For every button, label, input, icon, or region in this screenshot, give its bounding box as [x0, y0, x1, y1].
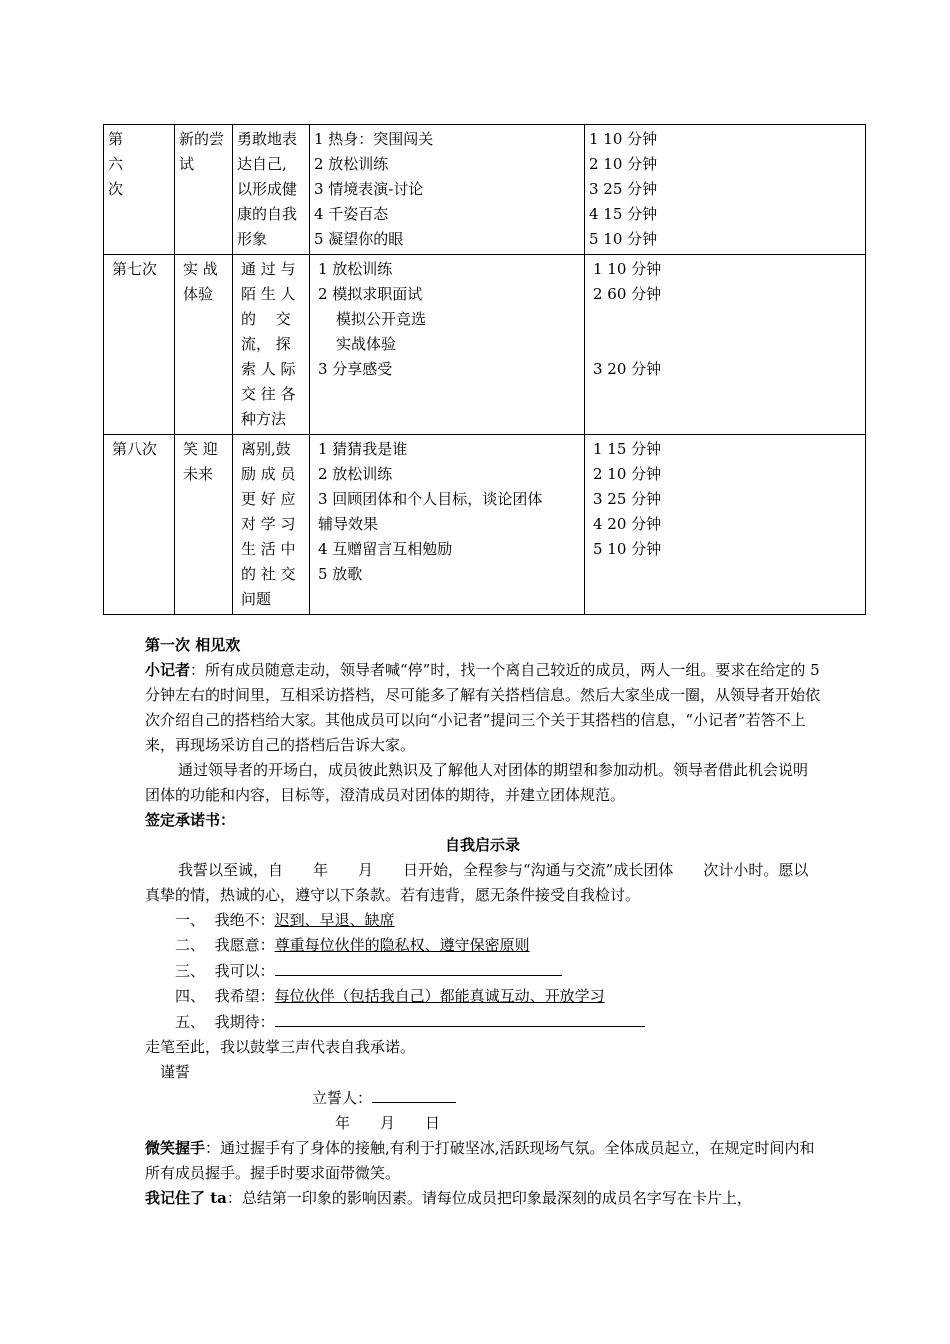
date-line: 年 月 日	[335, 1114, 441, 1132]
remember-paragraph	[145, 1186, 820, 1211]
cell-line: 试	[179, 155, 195, 173]
cell-line: 陌 生 人	[241, 285, 296, 303]
cell-line: 励 成 员	[241, 465, 296, 483]
cell-line: 以形成健	[237, 180, 298, 198]
theme-cell	[175, 125, 233, 255]
item-label: 我可以：	[214, 962, 275, 980]
time-item: 2 60 分钟	[593, 285, 662, 303]
time-item: 4 15 分钟	[589, 205, 658, 223]
item-label: 我愿意：	[214, 936, 275, 954]
sincerely-line: 谨誓	[160, 1063, 191, 1081]
pledge-item	[145, 958, 820, 984]
item-label: 我期待：	[214, 1013, 275, 1031]
activity-item: 3 分享感受	[318, 360, 393, 378]
activities-cell	[310, 255, 585, 435]
handshake-label: 微笑握手	[145, 1139, 206, 1157]
signer-line	[145, 1085, 820, 1111]
blank-line	[275, 958, 562, 976]
time-item: 1 10 分钟	[593, 260, 662, 278]
cell-line: 的 交	[241, 310, 291, 328]
closing-line: 走笔至此，我以鼓掌三声代表自我承诺。	[145, 1038, 416, 1056]
time-item: 5 10 分钟	[593, 540, 662, 558]
activity-item: 2 放松训练	[314, 155, 389, 173]
reporter-paragraph	[145, 658, 820, 758]
item-value: 尊重每位伙伴的隐私权、遵守保密原则	[274, 936, 530, 954]
times-cell	[585, 125, 866, 255]
cell-line: 种方法	[241, 410, 287, 428]
cell-line: 六	[108, 155, 124, 173]
time-gap	[593, 332, 861, 357]
reporter-label: 小记者	[145, 661, 191, 679]
time-item: 1 10 分钟	[589, 130, 658, 148]
activity-item: 1 放松训练	[318, 260, 393, 278]
time-item: 3 20 分钟	[593, 360, 662, 378]
activity-item: 2 模拟求职面试	[318, 285, 423, 303]
cell-line: 流， 探	[241, 335, 291, 353]
activity-item: 5 放歌	[318, 565, 363, 583]
cell-gap	[318, 587, 580, 612]
cell-line: 生 活 中	[241, 540, 296, 558]
cell-line: 体验	[183, 285, 214, 303]
times-cell	[585, 435, 866, 615]
section-title: 第一次 相见欢	[145, 636, 241, 654]
remember-label: 我记住了 ta	[145, 1189, 227, 1207]
handshake-text: ：通过握手有了身体的接触,有利于打破坚冰,活跃现场气氛。全体成员起立，在规定时间内和所有成员握手。握手时要求面带微笑。	[145, 1139, 815, 1182]
time-item: 3 25 分钟	[589, 180, 658, 198]
pledge-title: 自我启示录	[444, 836, 520, 854]
item-number: 四、	[175, 987, 206, 1005]
reporter-paragraph-2: 通过领导者的开场白，成员彼此熟识及了解他人对团体的期望和参加动机。领导者借此机会说明团体的功能和内容，目标等，澄清成员对团体的期待，并建立团体规范。	[145, 761, 809, 804]
activity-item: 3 情境表演-讨论	[314, 180, 424, 198]
handshake-paragraph	[145, 1136, 820, 1186]
cell-line: 勇敢地表	[237, 130, 298, 148]
table-row	[104, 125, 866, 255]
pledge-item	[145, 908, 820, 933]
cell-line: 形象	[237, 230, 268, 248]
activity-item: 4 互赠留言互相勉励	[318, 540, 453, 558]
activities-cell	[310, 125, 585, 255]
remember-text: ：总结第一印象的影响因素。请每位成员把印象最深刻的成员名字写在卡片上，	[226, 1189, 752, 1207]
cell-line: 第	[108, 130, 124, 148]
cell-line: 次	[108, 180, 124, 198]
item-number: 一、	[175, 911, 206, 929]
pledge-item	[145, 1009, 820, 1035]
time-item: 2 10 分钟	[589, 155, 658, 173]
reporter-text: ：所有成员随意走动，领导者喊“停”时，找一个离自己较近的成员，两人一组。要求在给定的 5 分钟左右的时间里，互相采访搭档，尽可能多了解有关搭档信息。然后大家坐成一圈，从领导者开始依次介绍自己的搭档给大家。其他成员可以向“小记者”提问三个关于其搭档的信息，“小记者”若答不上来，再现场采访自己的搭档后告诉大家。	[145, 661, 821, 754]
activity-item: 模拟公开竞选	[336, 310, 427, 328]
cell-line: 实 战	[183, 260, 218, 278]
activity-item: 1 热身：突围闯关	[314, 130, 434, 148]
signer-label: 立誓人：	[312, 1089, 373, 1107]
cell-line: 索 人 际	[241, 360, 296, 378]
theme-cell	[175, 435, 233, 615]
goal-cell	[233, 435, 310, 615]
item-label: 我希望：	[214, 987, 275, 1005]
cell-line: 交 往 各	[241, 385, 296, 403]
pledge-item	[145, 933, 820, 958]
cell-line: 康的自我	[237, 205, 298, 223]
activity-item: 2 放松训练	[318, 465, 393, 483]
cell-line: 对 学 习	[241, 515, 296, 533]
goal-cell	[233, 255, 310, 435]
cell-line: 笑 迎	[183, 440, 218, 458]
cell-line: 第八次	[112, 440, 158, 458]
time-item: 3 25 分钟	[593, 490, 662, 508]
cell-line: 新的尝	[179, 130, 225, 148]
blank-line	[275, 1009, 645, 1027]
item-number: 三、	[175, 962, 206, 980]
time-gap	[593, 307, 861, 332]
activity-item: 4 千姿百态	[314, 205, 389, 223]
goal-cell	[233, 125, 310, 255]
cell-line: 达自己,	[237, 155, 287, 173]
item-number: 二、	[175, 936, 206, 954]
table-row	[104, 255, 866, 435]
activities-cell	[310, 435, 585, 615]
activity-item: 辅导效果	[318, 515, 379, 533]
cell-line: 未来	[183, 465, 214, 483]
time-item: 1 15 分钟	[593, 440, 662, 458]
signer-blank	[372, 1085, 456, 1103]
table-row	[104, 435, 866, 615]
item-number: 五、	[175, 1013, 206, 1031]
cell-line: 离别,鼓	[241, 440, 291, 458]
activity-item: 3 回顾团体和个人目标，谈论团体	[318, 490, 543, 508]
time-item: 2 10 分钟	[593, 465, 662, 483]
cell-line: 的 社 交	[241, 565, 296, 583]
activity-item: 5 凝望你的眼	[314, 230, 404, 248]
cell-line: 通 过 与	[241, 260, 296, 278]
time-item: 4 20 分钟	[593, 515, 662, 533]
cell-line: 更 好 应	[241, 490, 296, 508]
time-item: 5 10 分钟	[589, 230, 658, 248]
cell-line: 第七次	[112, 260, 158, 278]
session-cell	[104, 125, 175, 255]
session-cell	[104, 435, 175, 615]
pledge-item	[145, 984, 820, 1009]
session-cell	[104, 255, 175, 435]
item-value: 每位伙伴（包括我自己）都能真诚互动、开放学习	[274, 987, 605, 1005]
document-body	[145, 633, 820, 1211]
activity-item: 实战体验	[336, 335, 397, 353]
pledge-text: 我誓以至诚，自 年 月 日开始，全程参与“沟通与交流”成长团体 次计小时。愿以真挚的情，热诚的心，遵守以下条款。若有违背，愿无条件接受自我检讨。	[145, 861, 809, 904]
item-value: 迟到、早退、缺席	[274, 911, 395, 929]
activity-item: 1 猜猜我是谁	[318, 440, 408, 458]
session-schedule-table	[103, 124, 866, 615]
pledge-label: 签定承诺书：	[145, 811, 236, 829]
theme-cell	[175, 255, 233, 435]
times-cell	[585, 255, 866, 435]
cell-line: 问题	[241, 590, 272, 608]
item-label: 我绝不：	[214, 911, 275, 929]
